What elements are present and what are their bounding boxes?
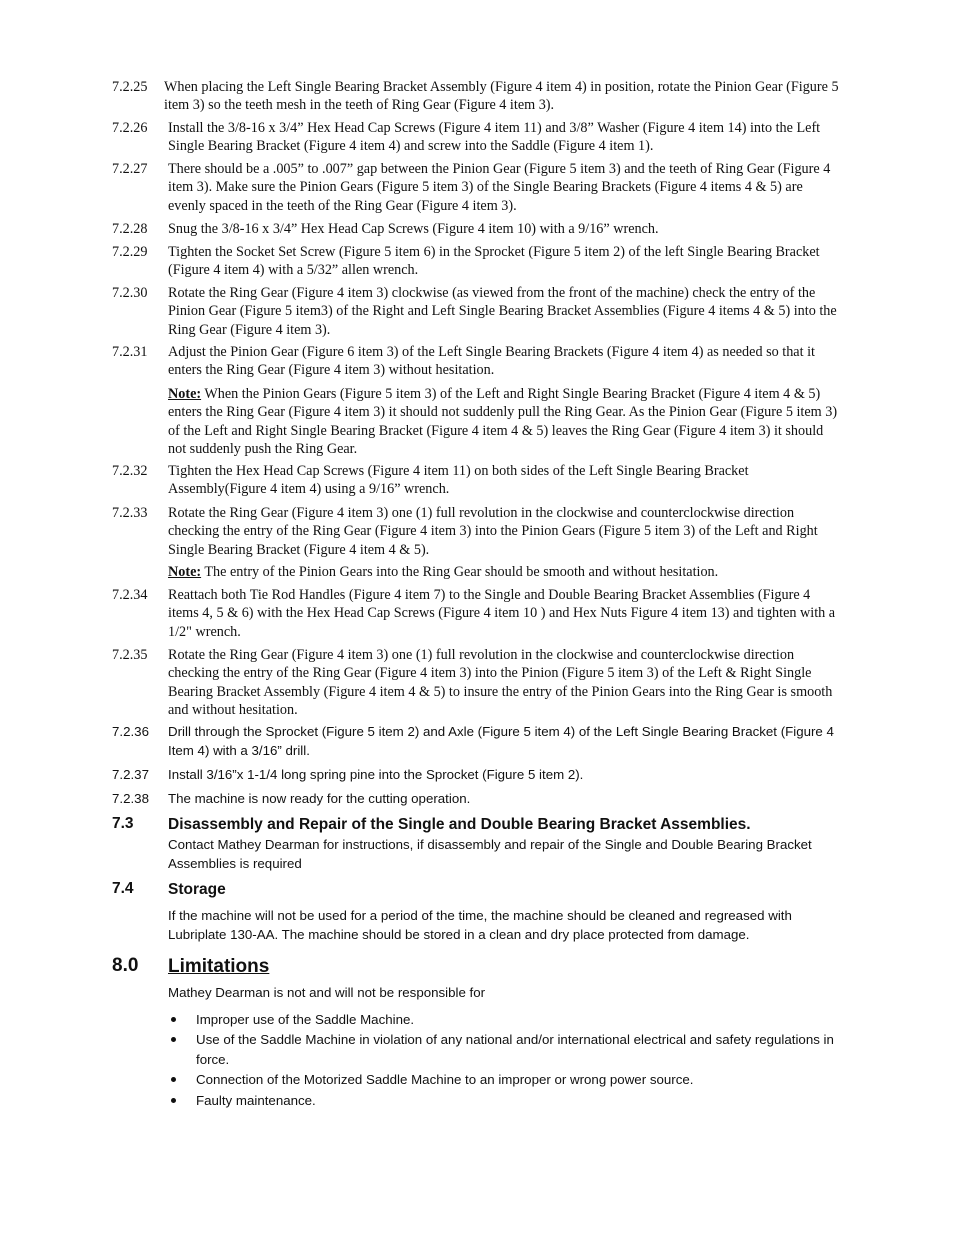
step-7-2-37 bbox=[112, 766, 842, 785]
step-7-2-30 bbox=[112, 284, 842, 339]
note-text: The entry of the Pinion Gears into the Ring Gear should be smooth and without hesitation. bbox=[201, 564, 719, 580]
section-body: Mathey Dearman is not and will not be responsible for bbox=[168, 985, 486, 1000]
step-text: The machine is now ready for the cutting operation. bbox=[168, 791, 471, 806]
section-number: 8.0 bbox=[112, 955, 139, 976]
step-text: Rotate the Ring Gear (Figure 4 item 3) one (1) full revolution in the clockwise and counterclockwise direction checking the entry of the Ring Gear (Figure 4 item 3) into the Pinion Gears (Figure 5 item 3) of the Left and Right Single Bearing Bracket (Figure 4 item 4 & 5). bbox=[168, 505, 818, 558]
step-text: Install 3/16”x 1-1/4 long spring pine into the Sprocket (Figure 5 item 2). bbox=[168, 767, 584, 782]
section-body: Contact Mathey Dearman for instructions, if disassembly and repair of the Single and Double Bearing Bracket Assemblies is required bbox=[168, 837, 812, 871]
section-7-3 bbox=[112, 815, 842, 873]
section-title: Limitations bbox=[168, 956, 270, 977]
bullet-icon bbox=[171, 1017, 176, 1022]
step-text: Tighten the Socket Set Screw (Figure 5 item 6) in the Sprocket (Figure 5 item 2) of the left Single Bearing Bracket (Figure 4 item 4) with a 5/32” allen wrench. bbox=[168, 244, 820, 279]
list-item: Faulty maintenance. bbox=[168, 1091, 840, 1110]
step-text: When placing the Left Single Bearing Bracket Assembly (Figure 4 item 4) in position, rotate the Pinion Gear (Figure 5 item 3) so the teeth mesh in the teeth of Ring Gear (Figure 4 item 3). bbox=[164, 79, 839, 114]
section-title: Storage bbox=[168, 881, 226, 898]
step-7-2-32 bbox=[112, 462, 842, 499]
step-text: Install the 3/8-16 x 3/4” Hex Head Cap Screws (Figure 4 item 11) and 3/8” Washer (Figure 4 item 14) into the Left Single Bearing Bracket (Figure 4 item 4) and screw into the Saddle (Figure 4 item 1). bbox=[168, 120, 821, 155]
step-7-2-27 bbox=[112, 160, 842, 215]
note-text: When the Pinion Gears (Figure 5 item 3) of the Left and Right Single Bearing Bracket (Figure 4 item 4 & 5) enters the Ring Gear (Figure 4 item 3) it should not suddenly pull the Ring Gear. As the Pinion Gear (Figure 5 item 3) of the Left and Right Single Bearing Bracket (Figure 4 item 4 & 5) leaves the Ring Gear (Figure 4 item 3) it should not suddenly push the Ring Gear. bbox=[168, 386, 838, 458]
step-number: 7.2.25 bbox=[112, 79, 148, 95]
step-text: Rotate the Ring Gear (Figure 4 item 3) clockwise (as viewed from the front of the machine) check the entry of the Pinion Gear (Figure 5 item3) of the Right and Left Single Bearing Bracket Assemblies (Figure 4 items 4 & 5) into the Ring Gear (Figure 4 item 3). bbox=[168, 285, 837, 338]
step-text: Tighten the Hex Head Cap Screws (Figure 4 item 11) on both sides of the Left Single Bearing Bracket Assembly(Figure 4 item 4) using a 9/16” wrench. bbox=[168, 463, 749, 498]
step-number: 7.2.33 bbox=[112, 505, 148, 521]
step-number: 7.2.28 bbox=[112, 221, 148, 237]
limitations-list bbox=[168, 1010, 840, 1111]
section-body: If the machine will not be used for a period of the time, the machine should be cleaned and regreased with Lubriplate 130-AA. The machine should be stored in a clean and dry place protected from damage. bbox=[168, 908, 792, 942]
step-number: 7.2.37 bbox=[112, 767, 149, 782]
note-label: Note: bbox=[168, 386, 202, 402]
list-item: Connection of the Motorized Saddle Machine to an improper or wrong power source. bbox=[168, 1070, 840, 1089]
step-number: 7.2.38 bbox=[112, 791, 149, 806]
section-number: 7.4 bbox=[112, 880, 134, 897]
step-number: 7.2.34 bbox=[112, 587, 148, 603]
step-number: 7.2.32 bbox=[112, 463, 148, 479]
section-number: 7.3 bbox=[112, 815, 134, 832]
step-7-2-28 bbox=[112, 220, 842, 238]
step-7-2-35 bbox=[112, 646, 842, 720]
step-number: 7.2.35 bbox=[112, 647, 148, 663]
section-title: Disassembly and Repair of the Single and Double Bearing Bracket Assemblies. bbox=[168, 816, 751, 833]
step-7-2-34 bbox=[112, 586, 842, 641]
list-item: Improper use of the Saddle Machine. bbox=[168, 1010, 840, 1029]
note-label: Note: bbox=[168, 564, 202, 580]
step-number: 7.2.29 bbox=[112, 244, 148, 260]
bullet-icon bbox=[171, 1037, 176, 1042]
bullet-icon bbox=[171, 1077, 176, 1082]
step-text: Snug the 3/8-16 x 3/4” Hex Head Cap Screws (Figure 4 item 10) with a 9/16” wrench. bbox=[168, 221, 659, 237]
step-number: 7.2.31 bbox=[112, 344, 148, 360]
step-7-2-33 bbox=[112, 504, 842, 559]
list-item: Use of the Saddle Machine in violation of any national and/or international electrical and safety regulations in force. bbox=[168, 1030, 840, 1069]
section-7-4 bbox=[112, 880, 842, 944]
step-7-2-38 bbox=[112, 790, 842, 809]
note-smooth-entry bbox=[168, 563, 840, 581]
step-number: 7.2.27 bbox=[112, 161, 148, 177]
step-text: Rotate the Ring Gear (Figure 4 item 3) one (1) full revolution in the clockwise and counterclockwise direction checking the entry of the Ring Gear (Figure 4 item 3) into the Pinion (Figure 5 item 3) of the Left & Right Single Bearing Bracket Assembly (Figure 4 item 4 & 5) to insure the entry of the Pinion Gears into the Ring Gear is smooth and without hesitation. bbox=[168, 647, 833, 719]
step-7-2-31 bbox=[112, 343, 842, 380]
step-number: 7.2.26 bbox=[112, 120, 148, 136]
note-pinion-entry bbox=[168, 385, 840, 459]
step-text: Drill through the Sprocket (Figure 5 item 2) and Axle (Figure 5 item 4) of the Left Single Bearing Bracket (Figure 4 Item 4) with a 3/16” drill. bbox=[168, 724, 834, 758]
step-text: Adjust the Pinion Gear (Figure 6 item 3) of the Left Single Bearing Brackets (Figure 4 item 4) as needed so that it enters the Ring Gear (Figure 4 item 3) without hesitation. bbox=[168, 344, 815, 379]
section-8-0 bbox=[112, 955, 842, 1002]
step-7-2-25 bbox=[112, 78, 842, 115]
step-number: 7.2.30 bbox=[112, 285, 148, 301]
step-text: There should be a .005” to .007” gap between the Pinion Gear (Figure 5 item 3) and the teeth of Ring Gear (Figure 4 item 3). Make sure the Pinion Gears (Figure 5 item 3) of the Single Bearing Brackets (Figure 4 items 4 & 5) are evenly spaced in the teeth of the Ring Gear (Figure 4 item 3). bbox=[168, 161, 831, 214]
step-text: Reattach both Tie Rod Handles (Figure 4 item 7) to the Single and Double Bearing Bracket Assemblies (Figure 4 items 4, 5 & 6) with the Hex Head Cap Screws (Figure 4 item 10 ) and Hex Nuts Figure 4 item 13) and tighten with a 1/2" wrench. bbox=[168, 587, 836, 640]
step-7-2-36 bbox=[112, 723, 842, 760]
bullet-icon bbox=[171, 1098, 176, 1103]
step-7-2-29 bbox=[112, 243, 842, 280]
step-7-2-26 bbox=[112, 119, 842, 156]
step-number: 7.2.36 bbox=[112, 724, 149, 739]
